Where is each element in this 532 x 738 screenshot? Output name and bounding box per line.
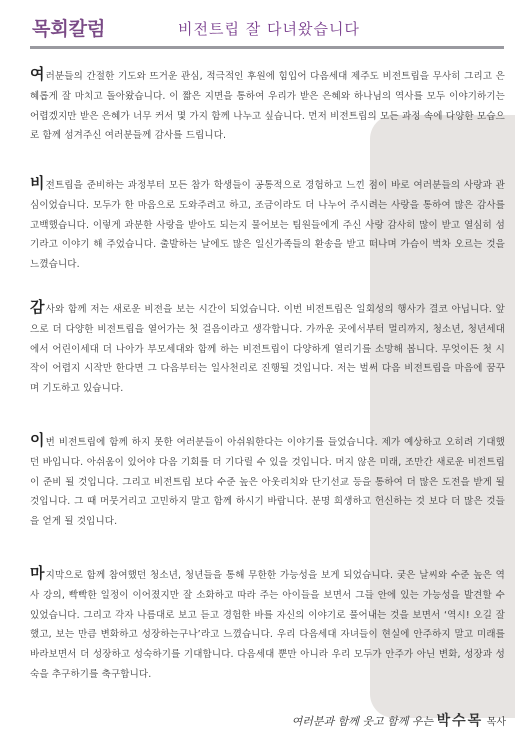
author-role: 목사 bbox=[486, 717, 506, 728]
paragraph-text: 러분들의 간절한 기도와 뜨거운 관심, 적극적인 후원에 힘입어 다음세대 제주도 비전트립을 무사히 그리고 은혜롭게 잘 마치고 돌아왔습니다. 이 짧은 지면을 통하여 우리가 받은 은혜와 하나님의 역사를 모두 이야기하기는 어렵겠지만 받은 은혜가 너무 커서 몇 가지 함께 나누고 싶습니다. 먼저 비전트립의 모든 과정 속에 다양한 모습으로 함께 섬겨주신 여러분들께 감사를 드립니다. bbox=[30, 71, 505, 142]
signature-motto: 여러분과 함께 웃고 함께 우는 bbox=[291, 715, 434, 728]
paragraph-text: 지막으로 함께 참여했던 청소년, 청년들을 통해 무한한 가능성을 보게 되었습니다. 궂은 날씨와 수준 높은 역사 강의, 빡빡한 일정이 이어졌지만 잘 소화하고 따라 주는 아이들을 보면서 그들 안에 있는 가능성을 발견할 수 있었습니다. 그리고 각자 나름대로 보고 듣고 경험한 바를 자신의 이야기로 풀어내는 것을 보면서 ‘역시! 오길 잘 했고, 보는 만큼 변화하고 성장하는구나’라고 느꼈습니다. 우리 다음세대 자녀들이 현실에 안주하지 말고 미래를 바라보면서 더 성장하고 성숙하기를 기대합니다. 다음세대 뿐만 아니라 우리 모두가 안주가 아닌 변화, 성장과 성숙을 추구하기를 축구합니다. bbox=[30, 570, 505, 680]
drop-cap: 비 bbox=[30, 174, 45, 192]
paragraph-text: 사와 함께 저는 새로운 비전을 보는 시간이 되었습니다. 이번 비전트립은 일회성의 행사가 결코 아닙니다. 앞으로 더 다양한 비전트립을 열어가는 첫 걸음이라고 생각합니다. 가까운 곳에서부터 멀리까지, 청소년, 청년세대에서 어린이세대 더 나아가 부모세대와 함께 하는 비전트립이 다양하게 열리기를 소망해 봅니다. 무엇이든 첫 시작이 어렵지 시작만 한다면 그 다음부터는 일사천리로 진행될 것입니다. 저는 벌써 다음 비전트립을 마음에 꿈꾸며 기도하고 있습니다. bbox=[30, 304, 505, 395]
header-divider bbox=[30, 46, 504, 49]
paragraph bbox=[30, 174, 505, 275]
paragraph bbox=[30, 298, 505, 399]
drop-cap: 이 bbox=[30, 431, 45, 449]
paragraph-text: 번 비전트립에 함께 하지 못한 여러분들이 아쉬워한다는 이야기를 들었습니다. 제가 예상하고 오히려 기대했던 바입니다. 아쉬움이 있어야 다음 기회를 더 기다릴 수 있을 것입니다. 머지 않은 미래, 조만간 새로운 비전트립이 준비 될 것입니다. 그리고 비전트립 보다 수준 높은 아웃리치와 단기선교 등을 통하여 더 많은 도전을 받게 될 것입니다. 그 때 머뭇거리고 고민하지 말고 함께 하시기 바랍니다. 분명 희생하고 헌신하는 것 보다 더 많은 것들을 얻게 될 것입니다. bbox=[30, 437, 505, 528]
paragraph-text: 전트립을 준비하는 과정부터 모든 참가 학생들이 공통적으로 경험하고 느낀 점이 바로 여러분들의 사랑과 관심이었습니다. 모두가 한 마음으로 도와주려고 하고, 조금이라도 더 나누어 주시려는 사랑을 통하여 많은 감사를 고백했습니다. 이렇게 과분한 사랑을 받아도 되는지 물어보는 팀원들에게 주신 사랑 감사히 많이 받고 열심히 섬기라고 이야기 해 주었습니다. 출발하는 날에도 많은 일신가족들의 환송을 받고 떠나며 가슴이 벅차 오르는 것을 느꼈습니다. bbox=[30, 180, 505, 271]
drop-cap: 감 bbox=[30, 298, 45, 316]
author-name: 박수목 bbox=[436, 713, 484, 729]
paragraph bbox=[30, 65, 505, 146]
column-label: 목회칼럼 bbox=[32, 18, 106, 40]
drop-cap: 여 bbox=[30, 65, 45, 83]
column-header bbox=[0, 0, 532, 52]
author-signature bbox=[292, 710, 506, 730]
drop-cap: 마 bbox=[30, 564, 45, 582]
paragraph bbox=[30, 431, 505, 532]
page-title: 비전트립 잘 다녀왔습니다 bbox=[178, 20, 360, 38]
paragraph bbox=[30, 564, 505, 685]
